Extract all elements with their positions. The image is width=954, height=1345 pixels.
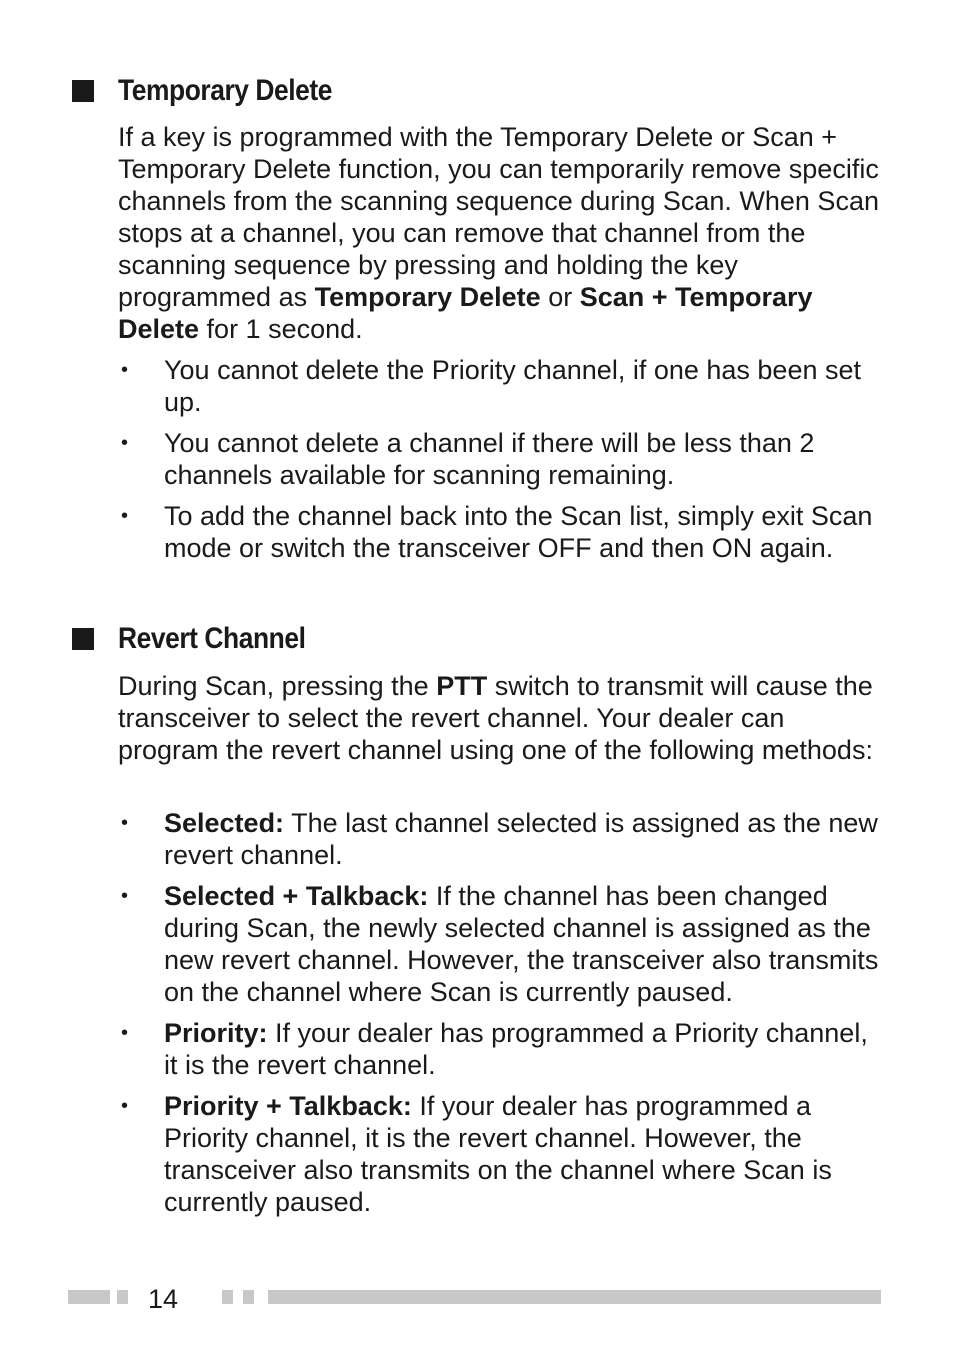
bullet-term: Selected: xyxy=(164,808,285,838)
list-item xyxy=(118,807,888,871)
para-text: switch to transmit will cause the transceiver to select the revert channel. Your dealer can program the revert channel using one of the following methods: xyxy=(118,671,873,765)
list-item xyxy=(118,1017,888,1081)
para-text: During Scan, pressing the xyxy=(118,671,437,701)
list-item xyxy=(118,427,888,491)
footer-decor-bar xyxy=(268,1290,881,1304)
temporary-delete-paragraph xyxy=(118,121,888,345)
para-text: If a key is programmed with the Temporary Delete or Scan + Temporary Delete function, you can temporarily remove specific channels from the scanning sequence during Scan. When Scan stops at a channel, you can remove that channel from the scanning sequence by pressing and holding the key programmed as xyxy=(118,122,879,312)
bullet-term: Selected + Talkback: xyxy=(164,881,429,911)
footer-decor-square xyxy=(222,1290,233,1304)
footer-decor-square xyxy=(243,1290,254,1304)
list-item xyxy=(118,500,888,564)
para-text: or xyxy=(540,282,580,312)
bullet-text: If your dealer has programmed a Priority channel, it is the revert channel. However, the transceiver also transmits on the channel where Scan is currently paused. xyxy=(164,1091,832,1217)
heading-square-icon xyxy=(72,628,94,650)
bullet-icon: • xyxy=(121,432,129,454)
bullet-text: To add the channel back into the Scan list, simply exit Scan mode or switch the transceiver OFF and then ON again. xyxy=(164,501,873,563)
revert-channel-bullet-list xyxy=(118,807,888,1227)
heading-text: Temporary Delete xyxy=(118,74,333,107)
bullet-text: You cannot delete a channel if there will be less than 2 channels available for scanning remaining. xyxy=(164,428,815,490)
list-item xyxy=(118,1090,888,1218)
bullet-text: If the channel has been changed during Scan, the newly selected channel is assigned as the new revert channel. However, the transceiver also transmits on the channel where Scan is currently paused. xyxy=(164,881,879,1007)
para-bold-text: PTT xyxy=(436,671,488,701)
page-number: 14 xyxy=(148,1284,179,1314)
heading-square-icon xyxy=(72,80,94,102)
bullet-icon: • xyxy=(121,1022,129,1044)
revert-channel-paragraph xyxy=(118,670,888,766)
bullet-text: If your dealer has programmed a Priority channel, it is the revert channel. xyxy=(164,1018,868,1080)
bullet-text: You cannot delete the Priority channel, if one has been set up. xyxy=(164,355,861,417)
bullet-text: The last channel selected is assigned as the new revert channel. xyxy=(164,808,878,870)
para-bold-text: Scan + Temporary Delete xyxy=(118,282,813,344)
para-text: for 1 second. xyxy=(199,314,363,344)
para-bold-text: Temporary Delete xyxy=(314,282,541,312)
list-item xyxy=(118,354,888,418)
temporary-delete-bullet-list xyxy=(118,354,888,573)
footer-decor-bar xyxy=(68,1290,110,1304)
list-item xyxy=(118,880,888,1008)
bullet-icon: • xyxy=(121,1095,129,1117)
bullet-term: Priority: xyxy=(164,1018,268,1048)
page-footer xyxy=(0,1284,954,1314)
bullet-icon: • xyxy=(121,359,129,381)
footer-decor-square xyxy=(117,1290,128,1304)
heading-text: Revert Channel xyxy=(118,622,306,655)
bullet-icon: • xyxy=(121,812,129,834)
bullet-icon: • xyxy=(121,885,129,907)
bullet-term: Priority + Talkback: xyxy=(164,1091,412,1121)
bullet-icon: • xyxy=(121,505,129,527)
